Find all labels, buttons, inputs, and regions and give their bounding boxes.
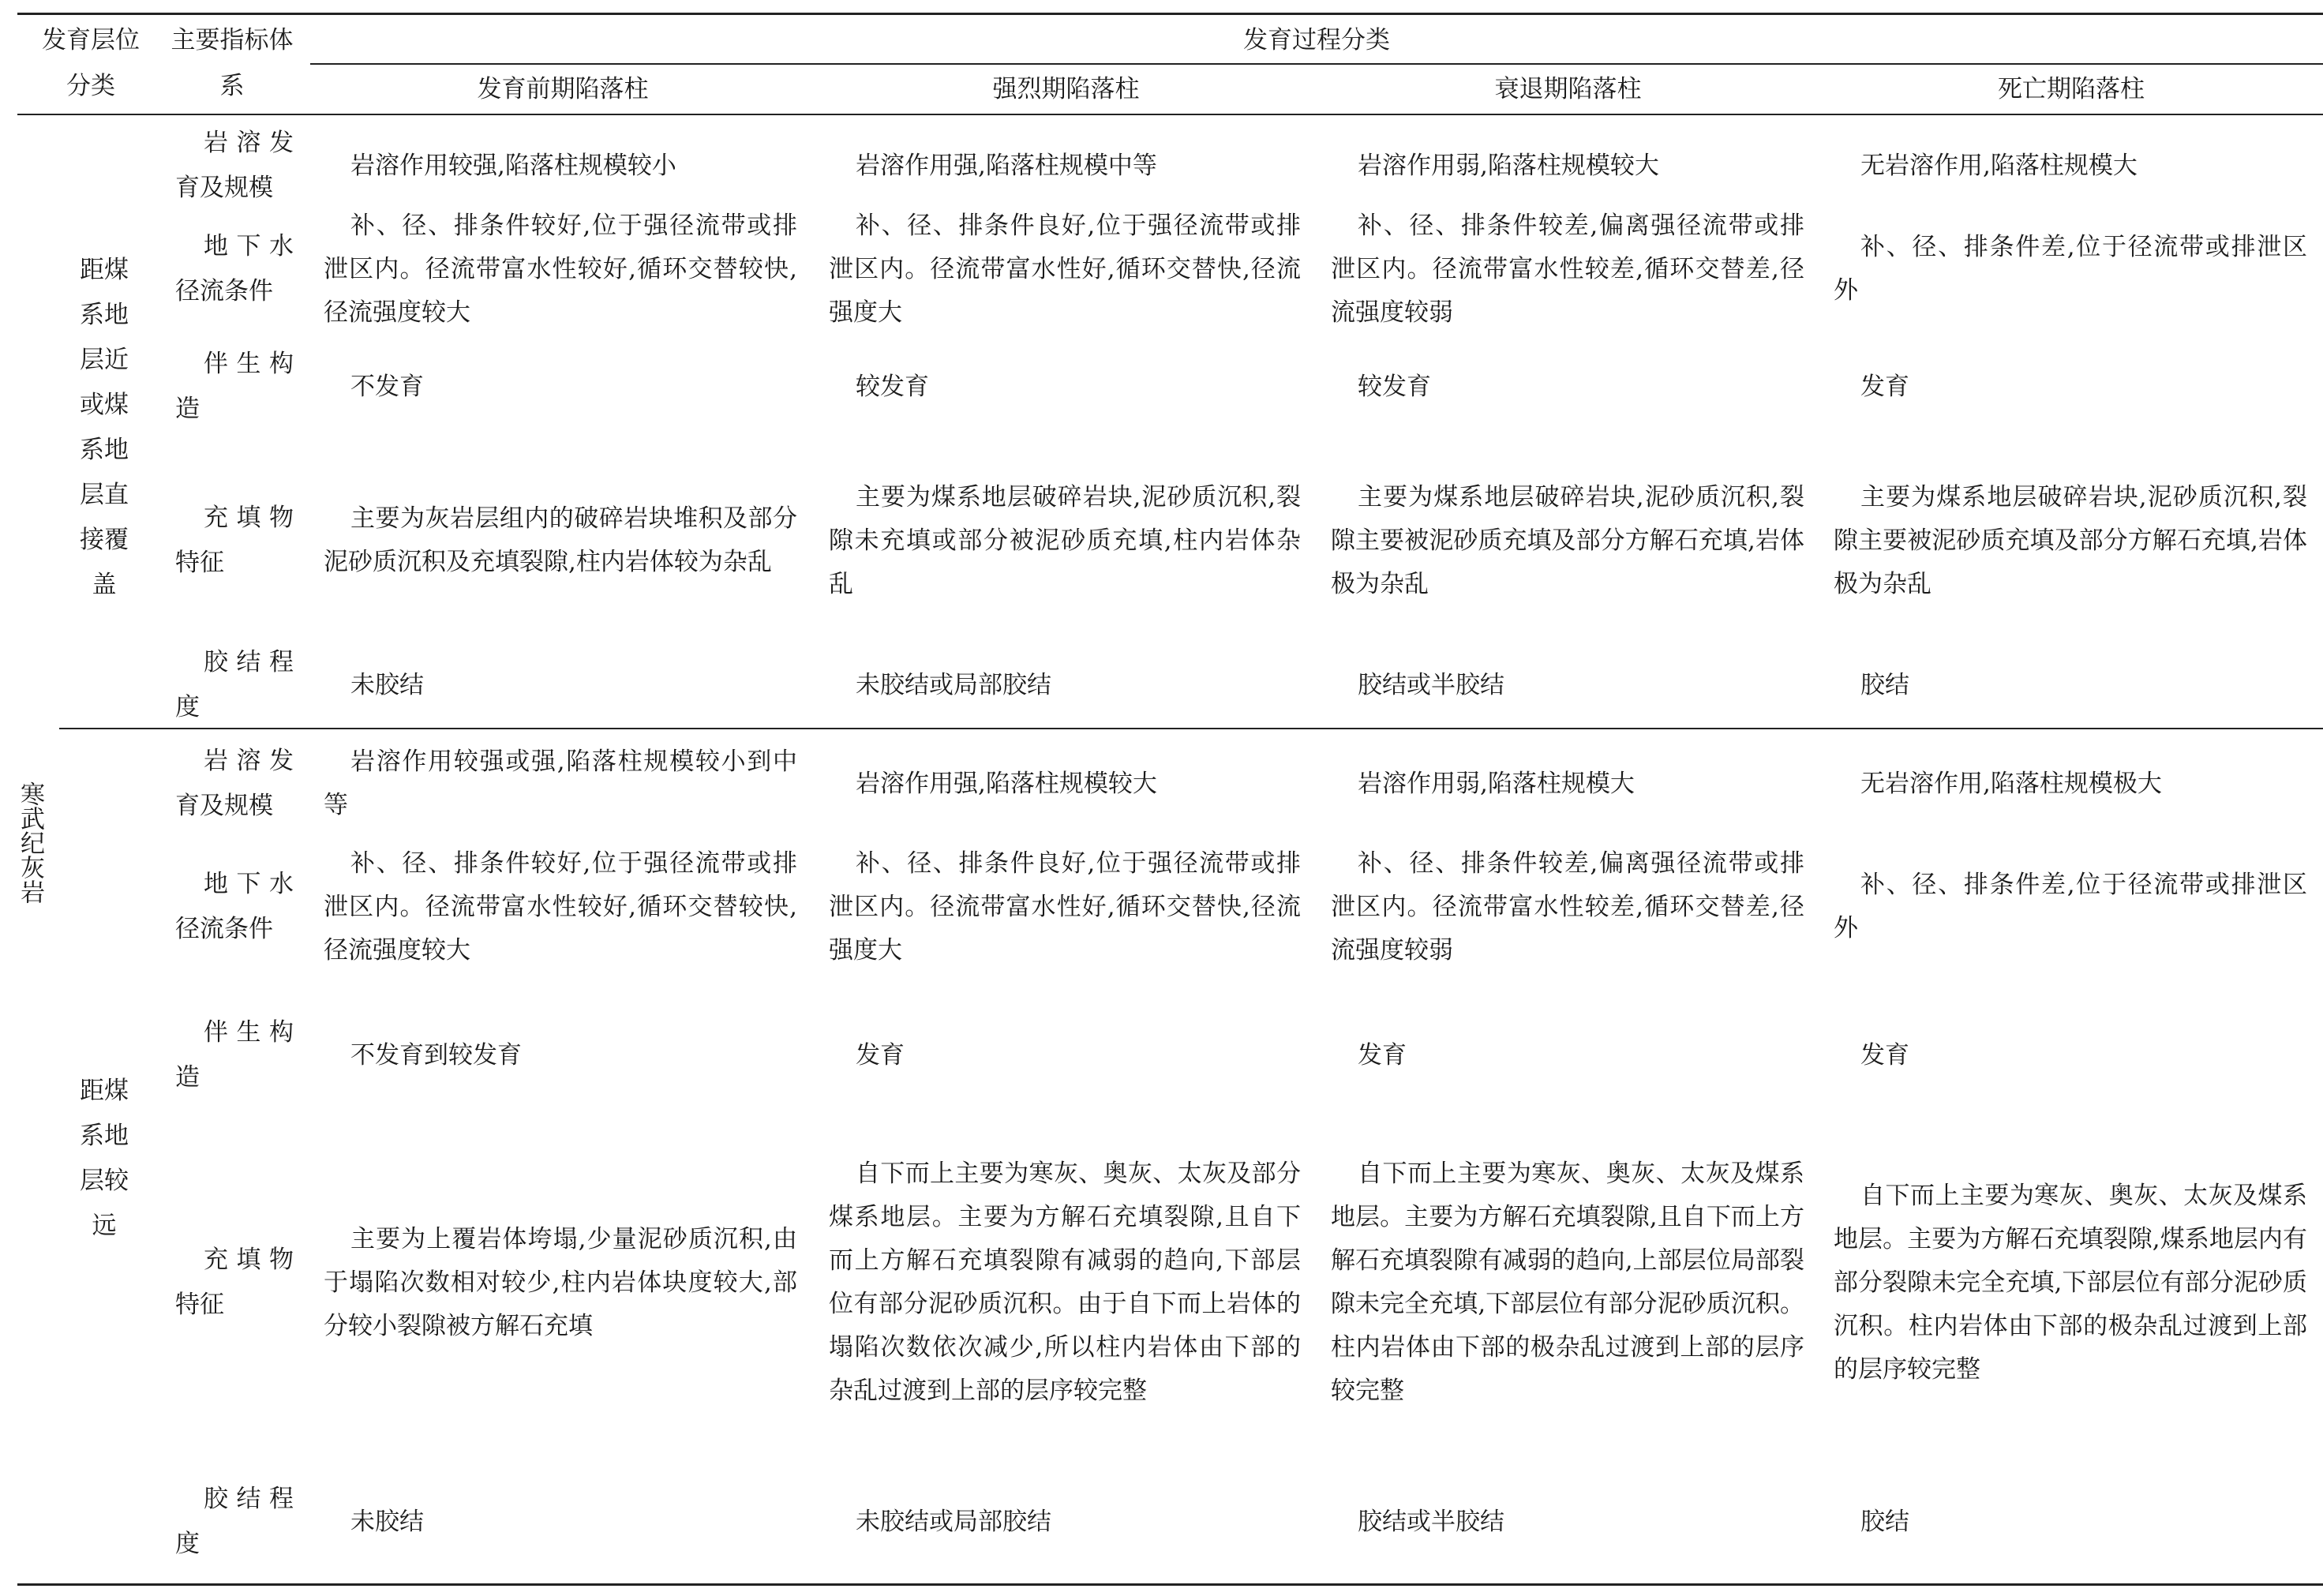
table-cell: 岩溶作用较强,陷落柱规模较小 <box>350 151 676 180</box>
table-cell: 无岩溶作用,陷落柱规模极大 <box>1860 769 2162 798</box>
table-cell: 未胶结或局部胶结 <box>856 1507 1051 1536</box>
indicator-label: 伴生构造 <box>175 350 294 423</box>
table-cell: 补、径、排条件较差,偏离强径流带或排泄区内。径流带富水性较差,循环交替差,径流强度较弱 <box>1331 849 1804 965</box>
table-cell: 补、径、排条件较好,位于强径流带或排泄区内。径流带富水性较好,循环交替较快,径流强度较大 <box>324 849 797 965</box>
indicator-label: 岩溶发育及规模 <box>175 129 294 202</box>
indicator-label: 充填物特征 <box>175 1246 294 1319</box>
table-cell: 岩溶作用强,陷落柱规模中等 <box>856 151 1157 180</box>
group-rule <box>310 63 2323 65</box>
table-cell: 主要为灰岩层组内的破碎岩块堆积及部分泥砂质沉积及充填裂隙,柱内岩体较为杂乱 <box>324 504 797 576</box>
table-cell: 发育 <box>1358 1040 1407 1070</box>
outer-label: 寒武纪灰岩 <box>16 781 44 904</box>
indicator-label: 地下水径流条件 <box>175 232 294 305</box>
table-cell: 自下而上主要为寒灰、奥灰、太灰及部分煤系地层。主要为方解石充填裂隙,且自下而上方解石充填裂隙有减弱的趋向,下部层位有部分泥砂质沉积。由于自下而上岩体的塌陷次数依次减少,所以柱内岩体由下部的杂乱过渡到上部的层序较完整 <box>829 1160 1301 1405</box>
table-cell: 不发育 <box>350 372 424 401</box>
table-cell: 主要为煤系地层破碎岩块,泥砂质沉积,裂隙主要被泥砂质充填及部分方解石充填,岩体极为杂乱 <box>1331 482 1804 598</box>
table-cell: 未胶结或局部胶结 <box>856 670 1051 699</box>
table-cell: 补、径、排条件较差,偏离强径流带或排泄区内。径流带富水性较差,循环交替差,径流强度较弱 <box>1331 211 1804 327</box>
header-stage-1: 强烈期陷落柱 <box>992 75 1140 103</box>
table-cell: 胶结或半胶结 <box>1358 670 1504 699</box>
table-cell: 胶结 <box>1860 1507 1909 1536</box>
header-stage-2: 衰退期陷落柱 <box>1494 75 1642 103</box>
table-cell: 发育 <box>1860 1040 1909 1070</box>
table-cell: 无岩溶作用,陷落柱规模大 <box>1860 151 2138 180</box>
header-indicator-system: 主要指标体系 <box>170 26 294 100</box>
table-cell: 补、径、排条件差,位于径流带或排泄区外 <box>1834 871 2307 942</box>
indicator-label: 胶结程度 <box>175 1485 294 1558</box>
table-cell: 胶结 <box>1860 670 1909 699</box>
table-cell: 发育 <box>1860 372 1909 401</box>
table-cell: 自下而上主要为寒灰、奥灰、太灰及煤系地层。主要为方解石充填裂隙,且自下而上方解石充填裂隙有减弱的趋向,上部层位局部裂隙未完全充填,下部层位有部分泥砂质沉积。柱内岩体由下部的极杂乱过渡到上部的层序较完整 <box>1331 1160 1804 1405</box>
header-process-classification: 发育过程分类 <box>1243 26 1390 54</box>
table-cell: 岩溶作用弱,陷落柱规模较大 <box>1358 151 1659 180</box>
table-cell: 胶结或半胶结 <box>1358 1507 1504 1536</box>
indicator-label: 伴生构造 <box>175 1018 294 1092</box>
table-cell: 主要为煤系地层破碎岩块,泥砂质沉积,裂隙主要被泥砂质充填及部分方解石充填,岩体极为杂乱 <box>1834 482 2307 598</box>
indicator-label: 充填物特征 <box>175 504 294 577</box>
table-cell: 未胶结 <box>350 670 424 699</box>
table-cell: 补、径、排条件较好,位于强径流带或排泄区内。径流带富水性较好,循环交替较快,径流强度较大 <box>324 211 797 327</box>
header-stage-0: 发育前期陷落柱 <box>477 75 649 103</box>
table-cell: 不发育到较发育 <box>350 1040 522 1070</box>
table-cell: 未胶结 <box>350 1507 424 1536</box>
indicator-label: 胶结程度 <box>175 648 294 721</box>
header-bottom-rule <box>17 114 2323 115</box>
table-cell: 主要为上覆岩体垮塌,少量泥砂质沉积,由于塌陷次数相对较少,柱内岩体块度较大,部分较小裂隙被方解石充填 <box>324 1224 797 1340</box>
table-cell: 发育 <box>856 1040 905 1070</box>
table-cell: 岩溶作用较强或强,陷落柱规模较小到中等 <box>324 747 797 819</box>
table-cell: 补、径、排条件良好,位于强径流带或排泄区内。径流带富水性好,循环交替快,径流强度大 <box>829 211 1301 327</box>
table-cell: 补、径、排条件差,位于径流带或排泄区外 <box>1834 233 2307 305</box>
section-rule <box>59 728 2323 729</box>
table-cell: 较发育 <box>1358 372 1431 401</box>
category-near: 距煤 系地 层近 或煤 系地 层直 接覆 盖 <box>80 256 129 599</box>
header-layer-classification: 发育层位分类 <box>42 26 140 100</box>
top-rule <box>17 13 2323 15</box>
category-far: 距煤 系地 层较 远 <box>80 1077 129 1240</box>
indicator-label: 地下水径流条件 <box>175 870 294 943</box>
table-cell: 岩溶作用强,陷落柱规模较大 <box>856 769 1157 798</box>
indicator-label: 岩溶发育及规模 <box>175 747 294 820</box>
table-cell: 岩溶作用弱,陷落柱规模大 <box>1358 769 1635 798</box>
bottom-rule <box>17 1583 2323 1586</box>
header-stage-3: 死亡期陷落柱 <box>1998 75 2145 103</box>
table-cell: 补、径、排条件良好,位于强径流带或排泄区内。径流带富水性好,循环交替快,径流强度大 <box>829 849 1301 965</box>
table-cell: 较发育 <box>856 372 929 401</box>
table-cell: 主要为煤系地层破碎岩块,泥砂质沉积,裂隙未充填或部分被泥砂质充填,柱内岩体杂乱 <box>829 482 1301 598</box>
table-cell: 自下而上主要为寒灰、奥灰、太灰及煤系地层。主要为方解石充填裂隙,煤系地层内有部分裂隙未完全充填,下部层位有部分泥砂质沉积。柱内岩体由下部的极杂乱过渡到上部的层序较完整 <box>1834 1181 2307 1384</box>
